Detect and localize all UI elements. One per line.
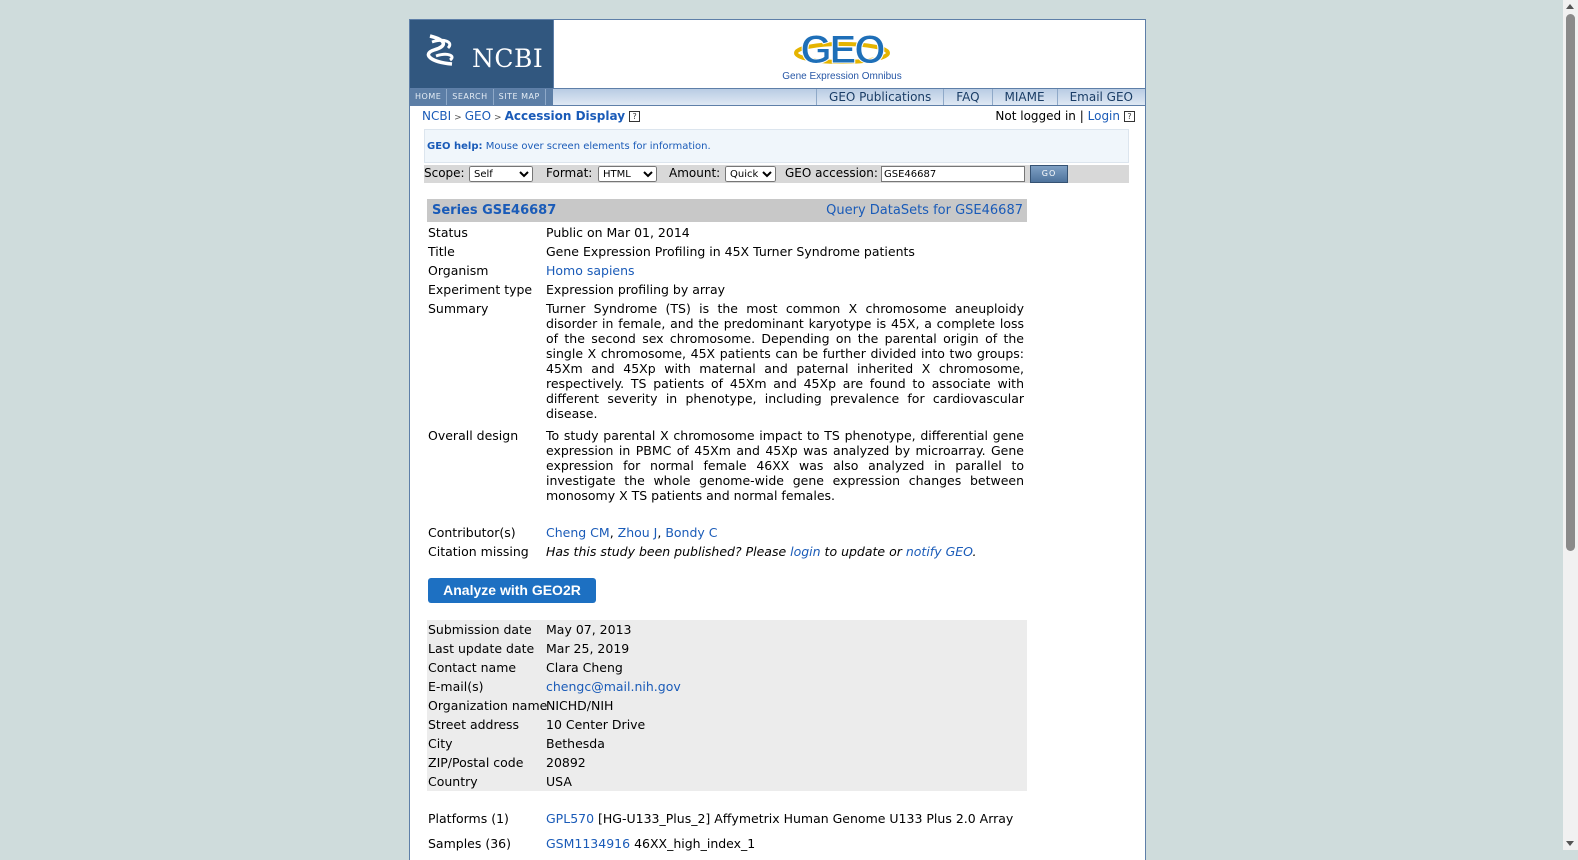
- amount-select[interactable]: [725, 166, 776, 182]
- status-value: Public on Mar 01, 2014: [546, 225, 690, 240]
- login-status: Not logged in: [995, 109, 1076, 123]
- contributor-link[interactable]: Bondy C: [665, 525, 718, 540]
- contact-label: Organization name: [428, 698, 548, 713]
- amount-label: Amount:: [669, 166, 721, 180]
- citation-text: [546, 544, 976, 559]
- contact-label: ZIP/Postal code: [428, 755, 524, 770]
- breadcrumb-separator: >: [494, 113, 502, 123]
- breadcrumb: [422, 109, 640, 123]
- page-container: [409, 19, 1146, 860]
- help-icon[interactable]: ?: [629, 111, 640, 122]
- format-select[interactable]: [598, 166, 657, 182]
- breadcrumb-ncbi[interactable]: NCBI: [422, 109, 452, 123]
- geo-logo[interactable]: [792, 25, 892, 73]
- contact-label: E-mail(s): [428, 679, 484, 694]
- samples-value: [546, 836, 755, 851]
- scope-label: Scope:: [424, 166, 465, 180]
- citation-label: Citation missing: [428, 544, 529, 559]
- breadcrumb-separator: >: [454, 113, 462, 123]
- contact-value: Mar 25, 2019: [546, 641, 630, 656]
- citation-pre: Has this study been published? Please: [546, 544, 791, 559]
- series-header: [427, 199, 1027, 222]
- nav-site-map[interactable]: SITE MAP: [494, 89, 546, 105]
- contact-label: Submission date: [428, 622, 532, 637]
- scroll-up-arrow-icon[interactable]: [1566, 4, 1574, 9]
- contributor-link[interactable]: Cheng CM: [546, 525, 610, 540]
- top-navbar: [410, 88, 1145, 106]
- email-link[interactable]: chengc@mail.nih.gov: [546, 679, 681, 694]
- platform-link[interactable]: GPL570: [546, 811, 595, 826]
- citation-login-link[interactable]: login: [790, 544, 821, 559]
- dna-helix-icon: [424, 32, 460, 68]
- experiment-value: Expression profiling by array: [546, 282, 726, 297]
- citation-mid: to update or: [820, 544, 906, 559]
- sample-link[interactable]: GSM1134916: [546, 836, 631, 851]
- accession-label: GEO accession:: [785, 166, 878, 180]
- contact-label: Country: [428, 774, 478, 789]
- geo-nav: [816, 89, 1145, 105]
- contact-value: Bethesda: [546, 736, 605, 751]
- platforms-value: [546, 811, 1013, 826]
- contact-label: City: [428, 736, 453, 751]
- nav-geo-publications[interactable]: GEO Publications: [816, 89, 943, 105]
- help-text: Mouse over screen elements for information.: [485, 141, 711, 152]
- contact-label: Contact name: [428, 660, 517, 675]
- scroll-down-arrow-icon[interactable]: [1566, 841, 1574, 846]
- contributors-label: Contributor(s): [428, 525, 516, 540]
- format-label: Format:: [546, 166, 593, 180]
- title-label: Title: [428, 244, 455, 259]
- status-label: Status: [428, 225, 468, 240]
- contributor-link[interactable]: Zhou J: [617, 525, 658, 540]
- query-datasets-link[interactable]: Query DataSets for GSE46687: [826, 203, 1023, 218]
- ncbi-nav: [410, 89, 553, 105]
- organism-label: Organism: [428, 263, 489, 278]
- login-link[interactable]: Login: [1087, 109, 1120, 123]
- contact-value: USA: [546, 774, 572, 789]
- contact-label: Last update date: [428, 641, 535, 656]
- accession-input[interactable]: [881, 166, 1025, 182]
- contact-value: 10 Center Drive: [546, 717, 646, 732]
- breadcrumb-geo[interactable]: GEO: [464, 109, 492, 123]
- nav-faq[interactable]: FAQ: [943, 89, 991, 105]
- contact-value: May 07, 2013: [546, 622, 632, 637]
- citation-end: .: [972, 544, 977, 559]
- contact-value: 20892: [546, 755, 586, 770]
- ncbi-logo-text: NCBI: [472, 44, 544, 73]
- summary-text: Turner Syndrome (TS) is the most common X chromosome aneuploidy disorder in female, and the predominant karyotype is 45X, a complete loss of the second sex chromosome. Depending on the parental origin of the single X chromosome, 45X patients can be further divided into two groups: 45Xm and 45Xp with maternal and paternal inherited X chromosome, respectively. TS patients of 45Xm and 45Xp are found to associate with different severity in phenotype, including prevalence for cardiovascular disease.: [546, 301, 1024, 421]
- series-title: Series GSE46687: [432, 203, 557, 218]
- geo-logo-text: GEO: [800, 28, 884, 72]
- nav-search[interactable]: SEARCH: [447, 89, 493, 105]
- contact-label: Street address: [428, 717, 520, 732]
- geo-subtitle: Gene Expression Omnibus: [782, 71, 902, 82]
- login-divider: |: [1079, 109, 1084, 123]
- contact-value: NICHD/NIH: [546, 698, 614, 713]
- analyze-geo2r-button[interactable]: Analyze with GEO2R: [428, 578, 596, 603]
- breadcrumb-current: Accession Display: [504, 109, 626, 123]
- contact-value: Clara Cheng: [546, 660, 623, 675]
- experiment-label: Experiment type: [428, 282, 533, 297]
- nav-miame[interactable]: MIAME: [992, 89, 1057, 105]
- login-area: [995, 109, 1135, 123]
- title-value: Gene Expression Profiling in 45X Turner Syndrome patients: [546, 244, 915, 259]
- scrollbar-thumb[interactable]: [1566, 14, 1575, 551]
- notify-geo-link[interactable]: notify GEO: [905, 544, 973, 559]
- go-button[interactable]: GO: [1030, 165, 1068, 183]
- design-text: To study parental X chromosome impact to TS phenotype, differential gene expression in PBMC of 45Xm and 45Xp was analyzed by microarray. Gene expression for normal female 46XX was also analyzed in parallel to investigate the whole genome-wide gene expression changes between monosomy X TS patients and normal females.: [546, 428, 1024, 503]
- scope-select[interactable]: [469, 166, 533, 182]
- help-icon[interactable]: ?: [1124, 111, 1135, 122]
- vertical-scrollbar[interactable]: [1563, 0, 1578, 850]
- nav-home[interactable]: HOME: [410, 89, 447, 105]
- geo-help-box: [424, 129, 1129, 163]
- help-label: GEO help:: [427, 141, 483, 152]
- platform-desc: [HG-U133_Plus_2] Affymetrix Human Genome U133 Plus 2.0 Array: [598, 811, 1014, 826]
- sample-desc: 46XX_high_index_1: [634, 836, 756, 851]
- nav-email-geo[interactable]: Email GEO: [1057, 89, 1145, 105]
- summary-label: Summary: [428, 301, 489, 316]
- contributors-list: Cheng CM, Zhou J, Bondy C: [546, 525, 718, 540]
- ncbi-logo[interactable]: [410, 20, 554, 88]
- organism-link[interactable]: Homo sapiens: [546, 263, 635, 278]
- samples-label: Samples (36): [428, 836, 512, 851]
- geo-logo-area: [554, 20, 1145, 88]
- platforms-label: Platforms (1): [428, 811, 509, 826]
- accession-toolbar: [424, 165, 1129, 183]
- design-label: Overall design: [428, 428, 519, 443]
